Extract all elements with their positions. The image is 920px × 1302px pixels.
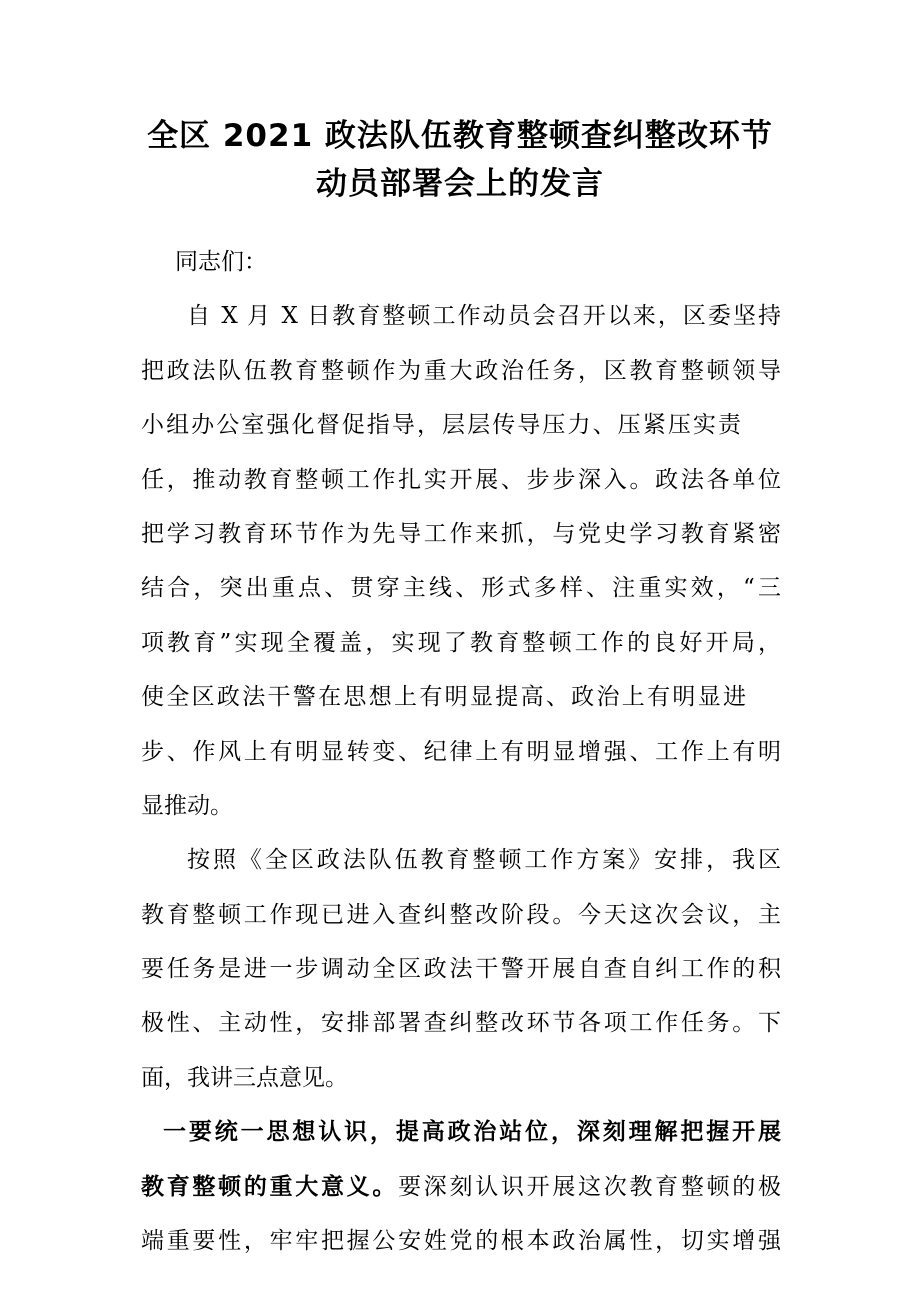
paragraph-1-line: 把学习教育环节作为先导工作来抓，与党史学习教育紧密 — [141, 520, 781, 547]
paragraph-1-line: 使全区政法干警在思想上有明显提高、政治上有明显进 — [141, 684, 746, 711]
paragraph-3-line-2 — [141, 1160, 781, 1214]
paragraph-2-line: 按照《全区政法队伍教育整顿工作方案》安排，我区 — [187, 847, 781, 874]
title-line-2: 动员部署会上的发言 — [316, 166, 604, 202]
paragraph-1-line: 显推动。 — [141, 792, 233, 819]
salutation: 同志们： — [175, 249, 267, 275]
document-body — [141, 235, 781, 1268]
paragraph-1-line: 项教育”实现全覆盖，实现了教育整顿工作的良好开局， — [141, 629, 781, 656]
paragraph-1 — [141, 289, 781, 833]
paragraph-3-line-1 — [141, 1105, 781, 1159]
paragraph-1-line: 任，推动教育整顿工作扎实开展、步步深入。政法各单位 — [141, 466, 781, 493]
paragraph-3-heading: 一要统一思想认识，提高政治站位，深刻理解把握开展 — [163, 1119, 781, 1146]
paragraph-1-line: 结合，突出重点、贯穿主线、形式多样、注重实效，“三 — [141, 575, 781, 602]
title-line-1: 全区 2021 政法队伍教育整顿查纠整改环节 — [147, 118, 773, 154]
paragraph-1-line: 把政法队伍教育整顿作为重大政治任务，区教育整顿领导 — [141, 357, 781, 384]
paragraph-3-line-3: 端重要性，牢牢把握公安姓党的根本政治属性，切实增强 — [141, 1228, 781, 1255]
paragraph-2 — [141, 833, 781, 1105]
paragraph-3-text: 要深刻认识开展这次教育整顿的极 — [398, 1173, 782, 1200]
paragraph-2-line: 教育整顿工作现已进入查纠整改阶段。今天这次会议，主 — [141, 901, 781, 928]
paragraph-2-line: 要任务是进一步调动全区政法干警开展自查自纠工作的积 — [141, 956, 781, 983]
paragraph-1-line: 步、作风上有明显转变、纪律上有明显增强、工作上有明 — [141, 738, 781, 765]
document-title — [110, 112, 810, 208]
paragraph-2-line: 极性、主动性，安排部署查纠整改环节各项工作任务。下 — [141, 1010, 781, 1037]
paragraph-3-heading-end: 教育整顿的重大意义。 — [141, 1173, 399, 1200]
paragraph-1-line: 小组办公室强化督促指导，层层传导压力、压紧压实责 — [141, 412, 741, 439]
paragraph-2-line: 面，我讲三点意见。 — [141, 1064, 348, 1091]
paragraph-1-line: 自 X 月 X 日教育整顿工作动员会召开以来，区委坚持 — [187, 303, 781, 330]
paragraph-3 — [141, 1105, 781, 1268]
